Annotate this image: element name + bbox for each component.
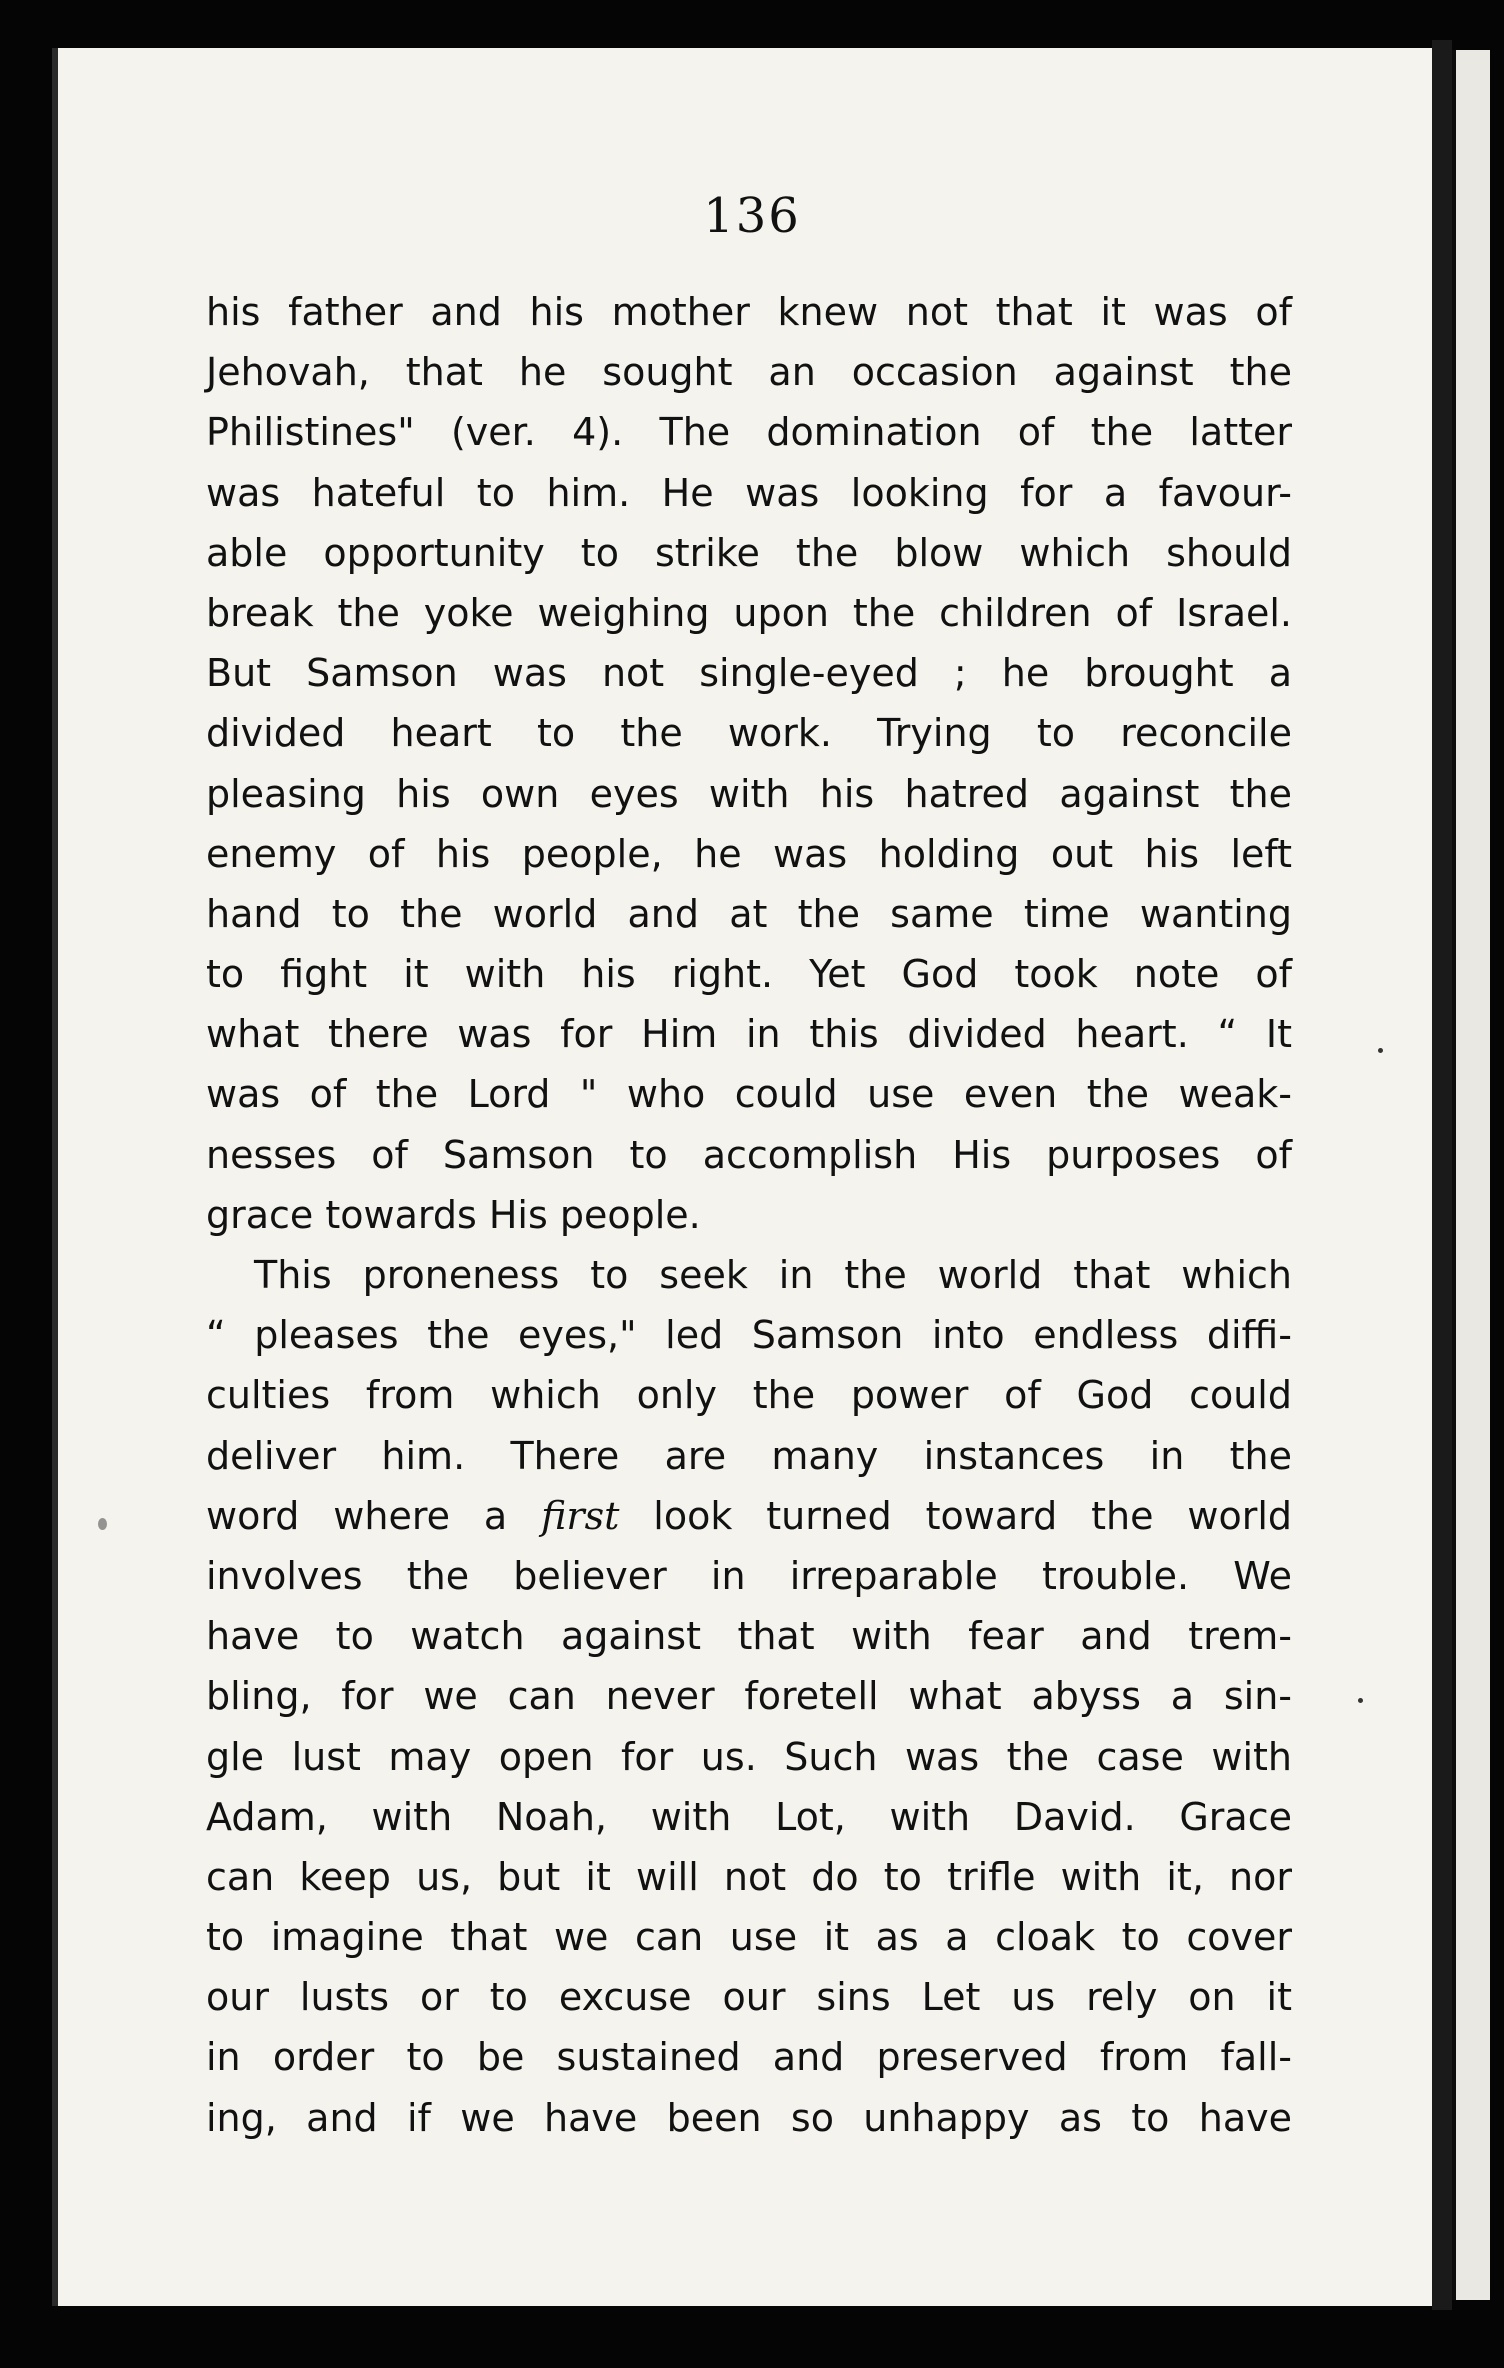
text-line: Jehovah, that he sought an occasion against the xyxy=(206,350,1292,395)
text-line: break the yoke weighing upon the children of Israel. xyxy=(206,590,1292,635)
text-line: nesses of Samson to accomplish His purposes of xyxy=(206,1132,1292,1177)
scan-speck xyxy=(98,1518,107,1530)
body-text xyxy=(206,282,1292,2148)
text-line: was hateful to him. He was looking for a favour- xyxy=(206,470,1292,515)
text-line: But Samson was not single-eyed ; he brought a xyxy=(206,651,1292,696)
text-line: what there was for Him in this divided heart. “ It xyxy=(206,1012,1292,1057)
binding-gutter xyxy=(1432,40,1452,2310)
text-line: have to watch against that with fear and trem- xyxy=(206,1614,1292,1659)
text-line: can keep us, but it will not do to trifle with it, nor xyxy=(206,1854,1292,1899)
text-line: divided heart to the work. Trying to reconcile xyxy=(206,711,1292,756)
text-line: Adam, with Noah, with Lot, with David. Grace xyxy=(206,1794,1292,1839)
text-line: This proneness to seek in the world that which xyxy=(254,1253,1292,1297)
paragraph-1 xyxy=(206,282,1292,1245)
text-line: in order to be sustained and preserved from fall- xyxy=(206,2035,1292,2080)
text-line: his father and his mother knew not that it was of xyxy=(206,290,1292,334)
text-line: culties from which only the power of God could xyxy=(206,1373,1292,1418)
next-page-edge xyxy=(1452,50,1490,2300)
emphasized-word: first xyxy=(541,1493,620,1538)
text-line: was of the Lord " who could use even the weak- xyxy=(206,1072,1292,1117)
text-line: our lusts or to excuse our sins Let us rely on it xyxy=(206,1975,1292,2020)
scan-speck xyxy=(1358,1698,1363,1703)
paragraph-2 xyxy=(206,1245,1292,2148)
scan-speck xyxy=(1378,1048,1383,1053)
text-line: Philistines" (ver. 4). The domination of the latter xyxy=(206,410,1292,455)
text-line: enemy of his people, he was holding out his left xyxy=(206,831,1292,876)
text-line: ing, and if we have been so unhappy as to have xyxy=(206,2095,1292,2140)
text-line: to fight it with his right. Yet God took note of xyxy=(206,952,1292,997)
text-line: deliver him. There are many instances in the xyxy=(206,1433,1292,1478)
text-line: gle lust may open for us. Such was the case with xyxy=(206,1734,1292,1779)
text-line: able opportunity to strike the blow which should xyxy=(206,530,1292,575)
text-line: hand to the world and at the same time wanting xyxy=(206,891,1292,936)
text-line: involves the believer in irreparable trouble. We xyxy=(206,1553,1292,1598)
text-line: grace towards His people. xyxy=(206,1192,701,1237)
text-line: word where a first look turned toward the world xyxy=(206,1493,1292,1538)
text-line: “ pleases the eyes," led Samson into endless diffi- xyxy=(206,1313,1292,1358)
text-line: to imagine that we can use it as a cloak to cover xyxy=(206,1915,1292,1960)
page-number: 136 xyxy=(703,188,801,244)
text-line: pleasing his own eyes with his hatred against the xyxy=(206,771,1292,816)
text-line: bling, for we can never foretell what abyss a sin- xyxy=(206,1674,1292,1719)
